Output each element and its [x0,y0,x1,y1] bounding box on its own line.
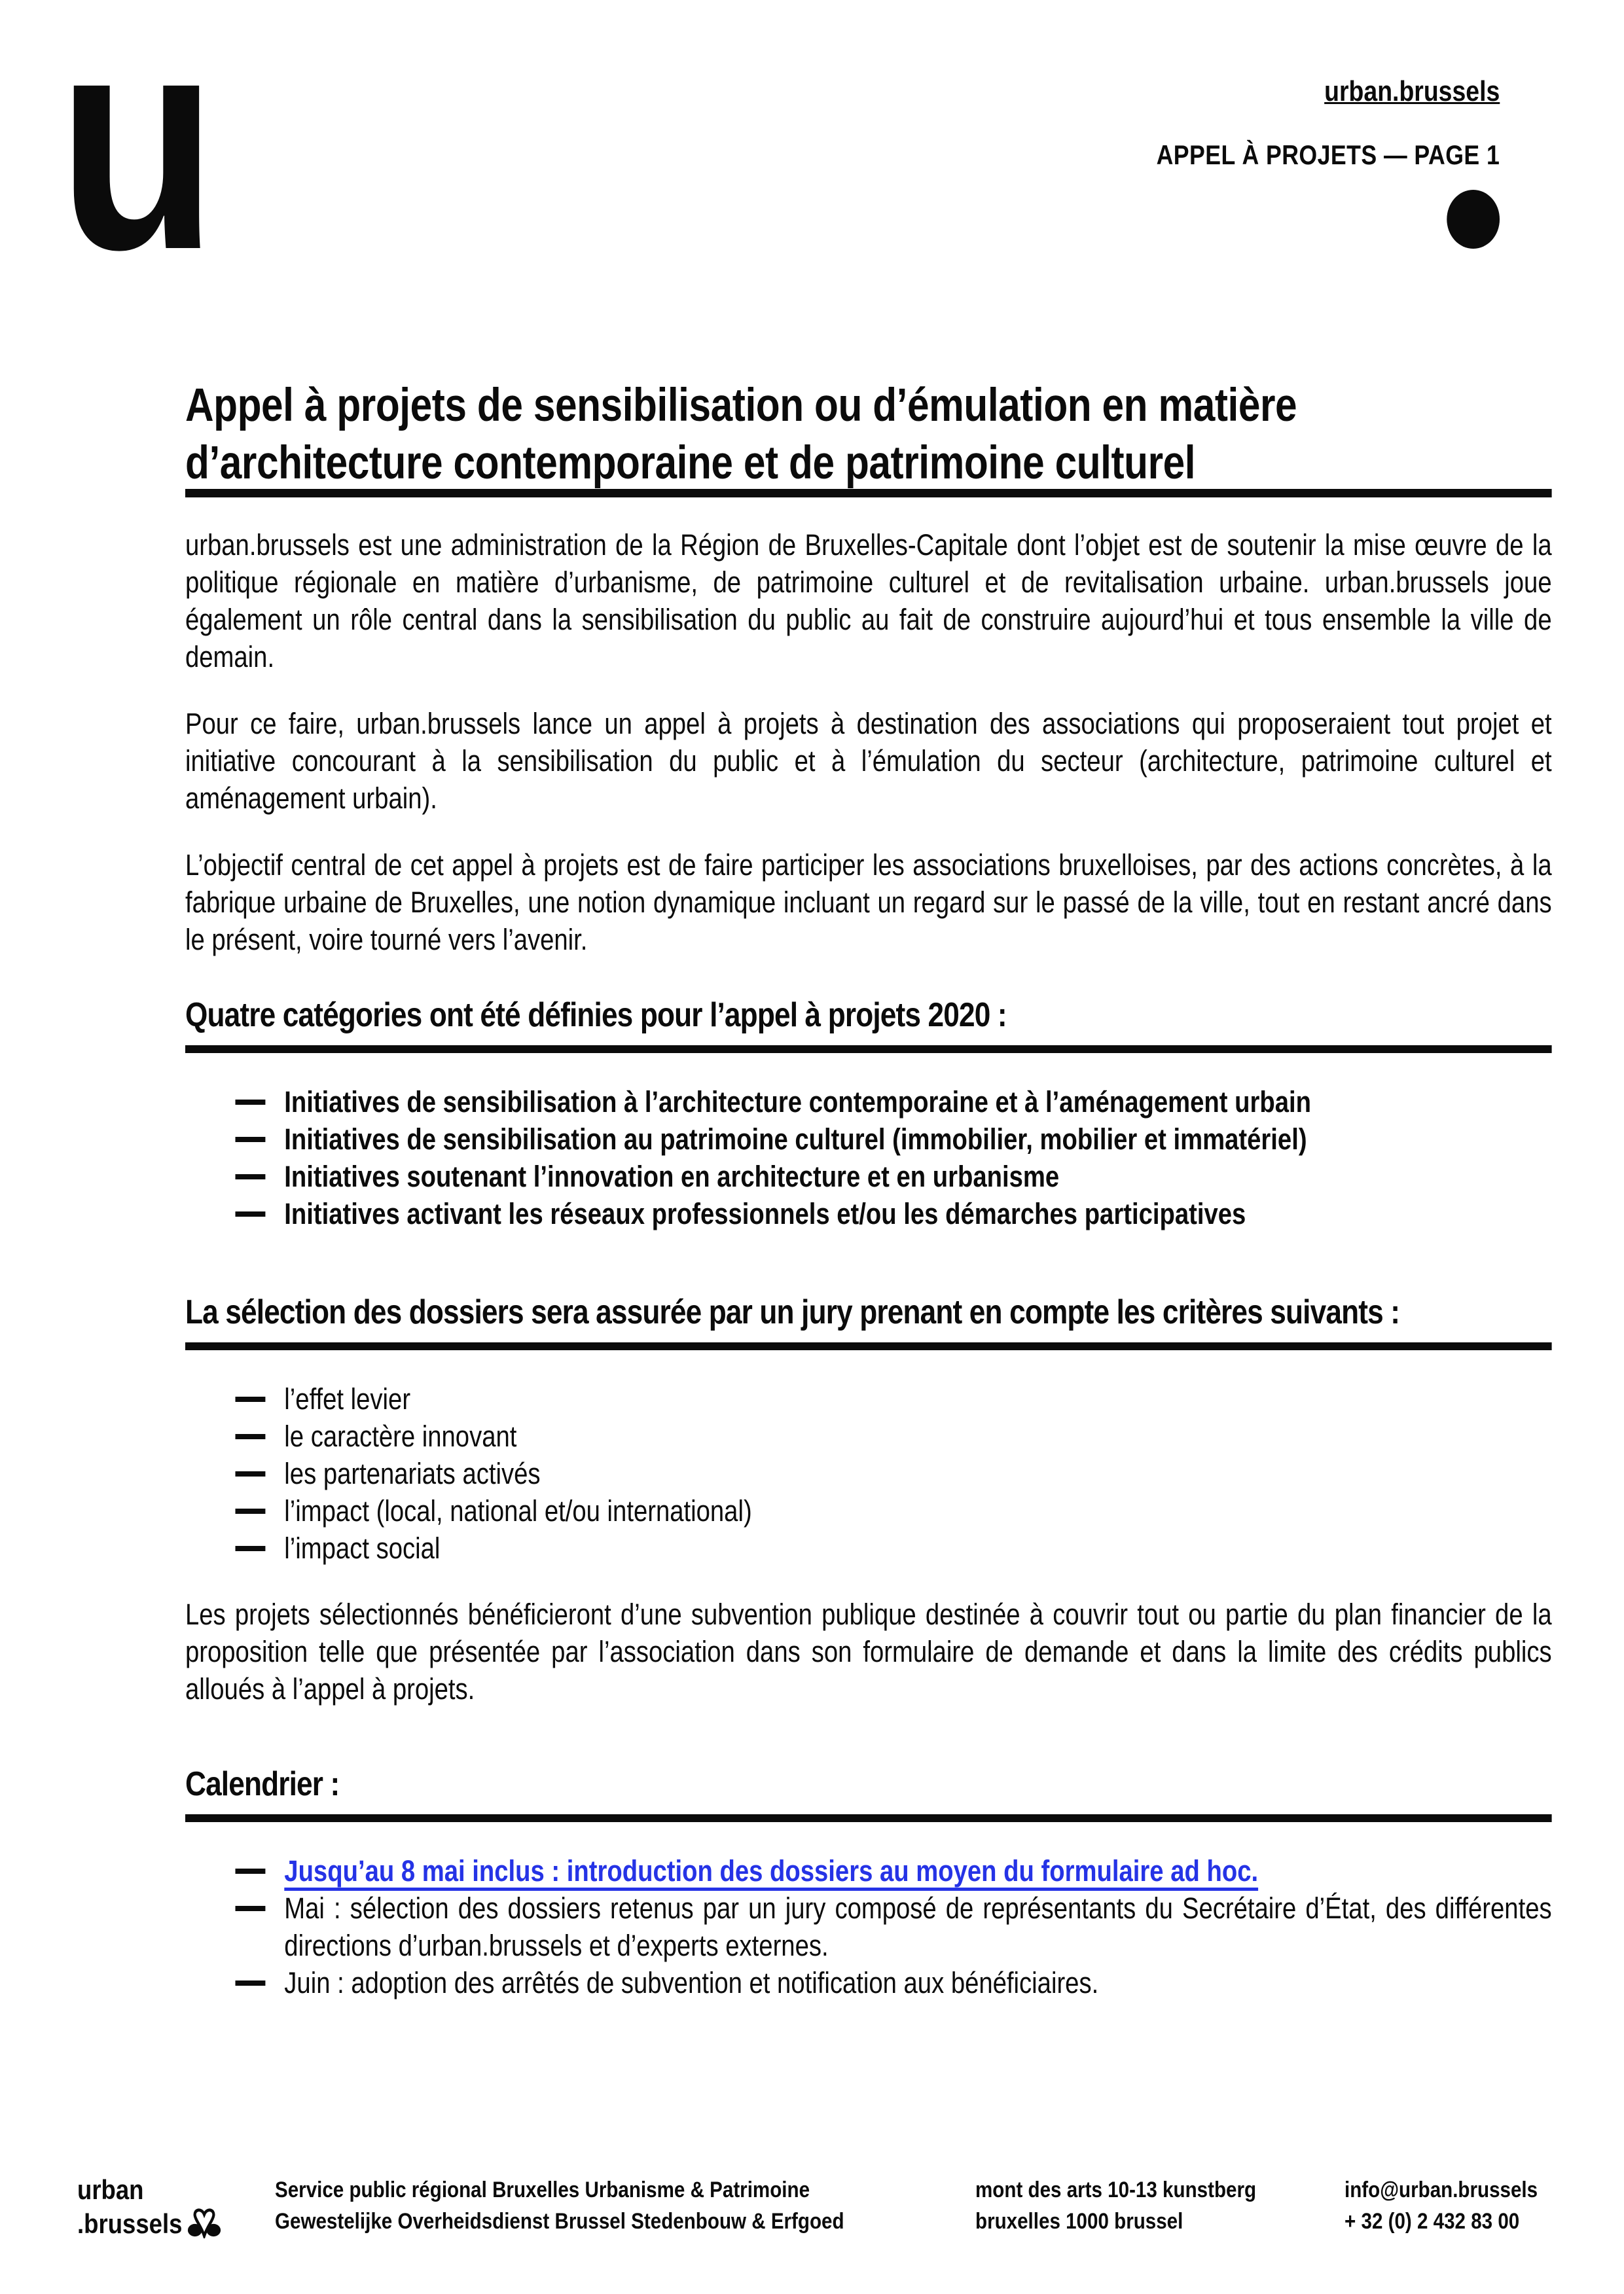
dash-bullet-icon [236,1100,266,1105]
list-item-label: l’effet levier [284,1382,411,1416]
calendar-heading: Calendrier : [185,1765,340,1803]
list-item-label: l’impact social [284,1532,441,1565]
categories-list [185,1083,1552,1232]
footer-address-line2: bruxelles 1000 brussel [975,2209,1183,2234]
list-item [185,1530,1552,1567]
dash-bullet-icon [236,1869,266,1874]
footer-org-fr: Service public régional Bruxelles Urbanisme & Patrimoine [275,2178,810,2202]
footer-organisation [275,2174,844,2237]
dash-bullet-icon [236,1434,266,1439]
calendar-list [185,1852,1552,2001]
iris-flower-icon [188,2206,221,2245]
list-item [185,1418,1552,1455]
list-item [185,1890,1552,1964]
document-title-line1: Appel à projets de sensibilisation ou d’émulation en matière [185,380,1297,431]
list-item [185,1083,1552,1120]
intro-paragraph-2: Pour ce faire, urban.brussels lance un appel à projets à destination des associations qui proposeraient tout projet et initiative concourant à la sensibilisation du public et à l’émulation du secteur (architecture, patrimoine culturel et aménagement urbain). [185,707,1552,815]
footer-email: info@urban.brussels [1344,2178,1538,2202]
dash-bullet-icon [236,1906,266,1911]
criteria-list [185,1380,1552,1567]
footer-phone: + 32 (0) 2 432 83 00 [1344,2209,1520,2234]
list-item-label: les partenariats activés [284,1457,541,1490]
list-item [185,1380,1552,1418]
urban-brussels-u-logo: u [58,0,218,314]
list-item-label: Initiatives de sensibilisation au patrimoine culturel (immobilier, mobilier et immatériel) [284,1122,1307,1156]
dash-bullet-icon [236,1980,266,1986]
list-item [185,1158,1552,1195]
dash-bullet-icon [236,1546,266,1551]
page-header [1156,73,1500,249]
list-item-label: Initiatives soutenant l’innovation en architecture et en urbanisme [284,1160,1060,1193]
list-item [185,1492,1552,1530]
intro-paragraph-3: L’objectif central de cet appel à projets est de faire participer les associations bruxelloises, par des actions concrètes, à la fabrique urbaine de Bruxelles, une notion dynamique incluant un regard sur le passé de la ville, tout en restant ancré dans le présent, voire tourné vers l’avenir. [185,848,1552,956]
list-item [185,1195,1552,1232]
dot-icon [1447,190,1500,249]
list-item-label: le caractère innovant [284,1420,517,1453]
list-item [185,1964,1552,2001]
list-item-label: l’impact (local, national et/ou international) [284,1494,752,1528]
criteria-divider [185,1342,1552,1350]
footer-logo-line1: urban [77,2174,144,2205]
list-item [185,1455,1552,1492]
calendar-divider [185,1814,1552,1822]
list-item-label: Juin : adoption des arrêtés de subvention et notification aux bénéficiaires. [284,1966,1099,1999]
list-item [185,1852,1552,1890]
footer-address-line1: mont des arts 10-13 kunstberg [975,2178,1257,2202]
dash-bullet-icon [236,1397,266,1402]
footer-contact [1344,2174,1538,2237]
dash-bullet-icon [236,1137,266,1142]
main-content [185,377,1552,2001]
intro-paragraph-1: urban.brussels est une administration de la Région de Bruxelles-Capitale dont l’objet est de soutenir la mise œuvre de la politique régionale en matière d’urbanisme, de patrimoine culturel et de revitalisation urbaine. urban.brussels joue également un rôle central dans la sensibilisation du public au fait de construire aujourd’hui et tous ensemble la ville de demain. [185,528,1552,673]
page-label: APPEL À PROJETS — PAGE 1 [1156,139,1500,170]
categories-heading: Quatre catégories ont été définies pour l’appel à projets 2020 : [185,996,1007,1034]
funding-paragraph: Les projets sélectionnés bénéficieront d’une subvention publique destinée à couvrir tout ou partie du plan financier de la proposition telle que présentée par l’association dans son formulaire de demande et dans la limite des crédits publics alloués à l’appel à projets. [185,1598,1552,1706]
list-item-label: Initiatives de sensibilisation à l’architecture contemporaine et à l’aménagement urbain [284,1085,1312,1119]
dash-bullet-icon [236,1509,266,1514]
criteria-heading: La sélection des dossiers sera assurée par un jury prenant en compte les critères suivants : [185,1293,1400,1331]
footer-address [975,2174,1256,2237]
categories-divider [185,1045,1552,1053]
dash-bullet-icon [236,1211,266,1217]
list-item [185,1120,1552,1158]
dash-bullet-icon [236,1471,266,1477]
site-name-link[interactable]: urban.brussels [1324,75,1500,107]
list-item-label: Mai : sélection des dossiers retenus par un jury composé de représentants du Secrétaire d’État, des différentes directions d’urban.brussels et d’experts externes. [284,1891,1552,1962]
dash-bullet-icon [236,1174,266,1179]
footer-logo-line2 [77,2206,221,2245]
list-item-label: Initiatives activant les réseaux professionnels et/ou les démarches participatives [284,1197,1246,1230]
document-title-line2: d’architecture contemporaine et de patrimoine culturel [185,437,1196,489]
submission-deadline-link[interactable]: Jusqu’au 8 mai inclus : introduction des dossiers au moyen du formulaire ad hoc. [284,1854,1259,1888]
footer-org-nl: Gewestelijke Overheidsdienst Brussel Stedenbouw & Erfgoed [275,2209,844,2234]
footer-logo [77,2174,221,2245]
document-title [185,377,1552,492]
footer-logo-brussels: .brussels [77,2208,183,2239]
